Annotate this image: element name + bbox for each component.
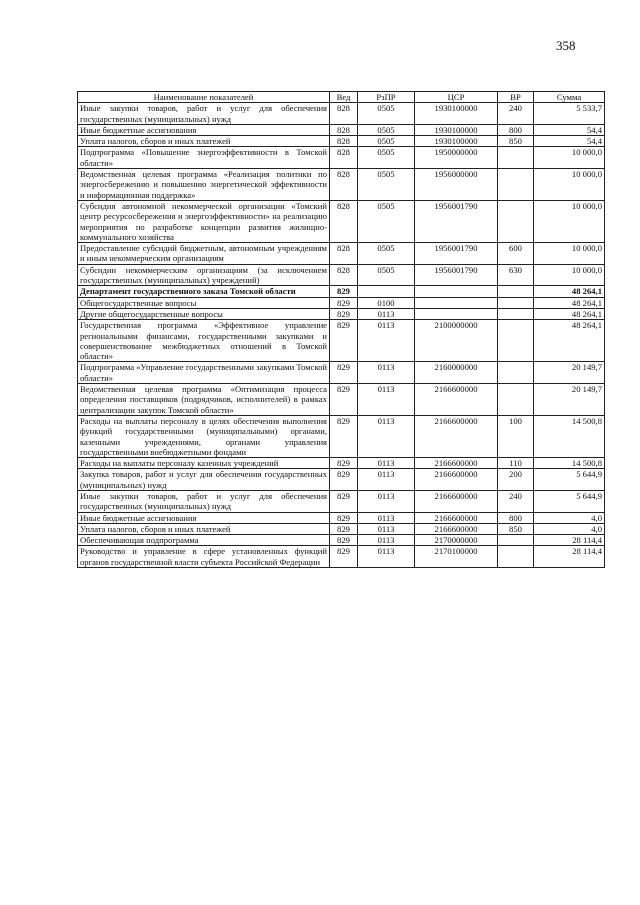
cell-csr [415, 297, 498, 308]
cell-rzpr: 0113 [358, 362, 415, 384]
cell-rzpr: 0113 [358, 523, 415, 534]
cell-vr [498, 286, 534, 297]
cell-name: Субсидия автономной некоммерческой организации «Томский центр ресурсосбережения и энергоэффективности» на реализацию мероприятия по разработке концепции развития жилищно-коммунального хозяйства [78, 200, 330, 242]
table-row [78, 384, 605, 416]
table-row [78, 308, 605, 319]
table-row [78, 286, 605, 297]
cell-name: Обеспечивающая подпрограмма [78, 535, 330, 546]
cell-ved: 829 [330, 308, 358, 319]
cell-ved: 828 [330, 124, 358, 135]
cell-rzpr: 0505 [358, 103, 415, 125]
cell-rzpr: 0113 [358, 308, 415, 319]
header-sum: Сумма [534, 92, 605, 103]
cell-rzpr: 0505 [358, 243, 415, 265]
cell-rzpr: 0505 [358, 147, 415, 169]
table-row [78, 535, 605, 546]
cell-rzpr: 0113 [358, 469, 415, 491]
cell-name: Другие общегосударственные вопросы [78, 308, 330, 319]
cell-csr: 2100000000 [415, 320, 498, 362]
table-row [78, 458, 605, 469]
cell-name: Расходы на выплаты персоналу казенных учреждений [78, 458, 330, 469]
cell-sum: 4,0 [534, 512, 605, 523]
cell-vr [498, 362, 534, 384]
cell-ved: 828 [330, 169, 358, 201]
header-name: Наименование показателей [78, 92, 330, 103]
cell-rzpr: 0505 [358, 136, 415, 147]
cell-ved: 829 [330, 415, 358, 457]
cell-sum: 5 533,7 [534, 103, 605, 125]
cell-csr: 1930100000 [415, 124, 498, 135]
cell-vr: 240 [498, 103, 534, 125]
table-row [78, 136, 605, 147]
cell-ved: 829 [330, 523, 358, 534]
cell-rzpr: 0113 [358, 535, 415, 546]
cell-sum: 5 644,9 [534, 490, 605, 512]
cell-rzpr: 0505 [358, 264, 415, 286]
cell-ved: 829 [330, 535, 358, 546]
cell-csr: 1930100000 [415, 136, 498, 147]
cell-ved: 828 [330, 136, 358, 147]
cell-rzpr [358, 286, 415, 297]
cell-sum: 5 644,9 [534, 469, 605, 491]
cell-vr [498, 535, 534, 546]
cell-vr: 240 [498, 490, 534, 512]
table-row [78, 512, 605, 523]
cell-rzpr: 0113 [358, 415, 415, 457]
cell-ved: 829 [330, 320, 358, 362]
table-row [78, 243, 605, 265]
header-csr: ЦСР [415, 92, 498, 103]
cell-name: Предоставление субсидий бюджетным, автономным учреждениям и иным некоммерческим организациям [78, 243, 330, 265]
cell-rzpr: 0113 [358, 458, 415, 469]
cell-ved: 828 [330, 103, 358, 125]
cell-csr: 1956001790 [415, 200, 498, 242]
cell-vr: 800 [498, 124, 534, 135]
cell-vr [498, 297, 534, 308]
cell-name: Иные закупки товаров, работ и услуг для обеспечения государственных (муниципальных) нужд [78, 490, 330, 512]
cell-sum: 4,0 [534, 523, 605, 534]
cell-vr: 600 [498, 243, 534, 265]
cell-ved: 828 [330, 264, 358, 286]
cell-name: Иные закупки товаров, работ и услуг для обеспечения государственных (муниципальных) нужд [78, 103, 330, 125]
cell-csr: 2166600000 [415, 523, 498, 534]
cell-sum: 14 500,8 [534, 458, 605, 469]
page-number: 358 [556, 38, 576, 53]
cell-ved: 828 [330, 200, 358, 242]
cell-sum: 10 000,0 [534, 169, 605, 201]
cell-sum: 10 000,0 [534, 264, 605, 286]
cell-ved: 829 [330, 458, 358, 469]
cell-name: Закупка товаров, работ и услуг для обеспечения государственных (муниципальных) нужд [78, 469, 330, 491]
cell-name: Субсидии некоммерческим организациям (за исключением государственных (муниципальных) учреждений) [78, 264, 330, 286]
cell-sum: 10 000,0 [534, 147, 605, 169]
cell-csr: 2170100000 [415, 546, 498, 568]
cell-vr [498, 308, 534, 319]
table-body [78, 103, 605, 568]
cell-rzpr: 0505 [358, 169, 415, 201]
table-row [78, 200, 605, 242]
cell-name: Ведомственная целевая программа «Реализация политики по энергосбережению и повышению энергетической эффективности и информационная поддержка» [78, 169, 330, 201]
table-row [78, 320, 605, 362]
cell-name: Руководство и управление в сфере установленных функций органов государственной власти субъекта Российской Федерации [78, 546, 330, 568]
cell-name: Уплата налогов, сборов и иных платежей [78, 136, 330, 147]
cell-name: Иные бюджетные ассигнования [78, 124, 330, 135]
cell-rzpr: 0113 [358, 490, 415, 512]
header-vr: ВР [498, 92, 534, 103]
cell-name: Подпрограмма «Управление государственными закупками Томской области» [78, 362, 330, 384]
cell-csr: 1950000000 [415, 147, 498, 169]
cell-csr: 2166600000 [415, 415, 498, 457]
cell-ved: 828 [330, 147, 358, 169]
cell-ved: 828 [330, 243, 358, 265]
cell-csr: 1956001790 [415, 264, 498, 286]
table-row [78, 415, 605, 457]
cell-sum: 48 264,1 [534, 297, 605, 308]
cell-rzpr: 0113 [358, 512, 415, 523]
cell-csr: 2166600000 [415, 458, 498, 469]
cell-rzpr: 0100 [358, 297, 415, 308]
cell-ved: 829 [330, 286, 358, 297]
cell-csr: 2170000000 [415, 535, 498, 546]
header-rzpr: РзПР [358, 92, 415, 103]
cell-vr [498, 169, 534, 201]
header-row [78, 92, 605, 103]
cell-csr: 2166600000 [415, 469, 498, 491]
cell-vr [498, 384, 534, 416]
cell-sum: 20 149,7 [534, 384, 605, 416]
header-ved: Вед [330, 92, 358, 103]
cell-name: Ведомственная целевая программа «Оптимизация процесса определения поставщиков (подрядчиков, исполнителей) в рамках централизации закупок Томской области» [78, 384, 330, 416]
cell-vr: 100 [498, 415, 534, 457]
cell-sum: 48 264,1 [534, 320, 605, 362]
cell-csr: 2166600000 [415, 384, 498, 416]
table-row [78, 523, 605, 534]
cell-vr: 630 [498, 264, 534, 286]
cell-name: Иные бюджетные ассигнования [78, 512, 330, 523]
cell-ved: 829 [330, 362, 358, 384]
table-row [78, 297, 605, 308]
cell-vr: 200 [498, 469, 534, 491]
cell-sum: 20 149,7 [534, 362, 605, 384]
cell-vr [498, 147, 534, 169]
table-row [78, 490, 605, 512]
cell-sum: 48 264,1 [534, 308, 605, 319]
cell-ved: 829 [330, 490, 358, 512]
cell-csr [415, 286, 498, 297]
cell-vr: 800 [498, 512, 534, 523]
budget-table [77, 91, 605, 568]
cell-rzpr: 0505 [358, 124, 415, 135]
cell-sum: 10 000,0 [534, 243, 605, 265]
cell-sum: 54,4 [534, 136, 605, 147]
table-row [78, 147, 605, 169]
cell-name: Уплата налогов, сборов и иных платежей [78, 523, 330, 534]
cell-ved: 829 [330, 512, 358, 523]
cell-name: Подпрограмма «Повышение энергоэффективности в Томской области» [78, 147, 330, 169]
cell-name: Государственная программа «Эффективное управление региональными финансами, государственными закупками и совершенствование межбюджетных отношений в Томской области» [78, 320, 330, 362]
table-row [78, 264, 605, 286]
table-row [78, 124, 605, 135]
cell-rzpr: 0113 [358, 546, 415, 568]
cell-vr [498, 320, 534, 362]
cell-csr: 1956001790 [415, 243, 498, 265]
cell-sum: 28 114,4 [534, 546, 605, 568]
table-row [78, 103, 605, 125]
cell-sum: 14 500,8 [534, 415, 605, 457]
cell-vr [498, 546, 534, 568]
cell-vr: 110 [498, 458, 534, 469]
cell-rzpr: 0505 [358, 200, 415, 242]
cell-csr: 2166600000 [415, 490, 498, 512]
cell-sum: 10 000,0 [534, 200, 605, 242]
cell-name: Департамент государственного заказа Томской области [78, 286, 330, 297]
cell-csr: 1956000000 [415, 169, 498, 201]
cell-sum: 48 264,1 [534, 286, 605, 297]
cell-ved: 829 [330, 546, 358, 568]
cell-ved: 829 [330, 469, 358, 491]
table-row [78, 469, 605, 491]
cell-vr: 850 [498, 523, 534, 534]
cell-csr: 2166600000 [415, 512, 498, 523]
table-row [78, 546, 605, 568]
table-row [78, 169, 605, 201]
cell-csr: 1930100000 [415, 103, 498, 125]
cell-name: Расходы на выплаты персоналу в целях обеспечения выполнения функций государственными (муниципальными) органами, казенными учреждениями, органами управления государственными внебюджетными фондами [78, 415, 330, 457]
cell-rzpr: 0113 [358, 384, 415, 416]
cell-sum: 28 114,4 [534, 535, 605, 546]
cell-ved: 829 [330, 384, 358, 416]
cell-vr [498, 200, 534, 242]
cell-name: Общегосударственные вопросы [78, 297, 330, 308]
cell-csr [415, 308, 498, 319]
cell-csr: 2160000000 [415, 362, 498, 384]
cell-rzpr: 0113 [358, 320, 415, 362]
table-row [78, 362, 605, 384]
cell-sum: 54,4 [534, 124, 605, 135]
cell-ved: 829 [330, 297, 358, 308]
cell-vr: 850 [498, 136, 534, 147]
